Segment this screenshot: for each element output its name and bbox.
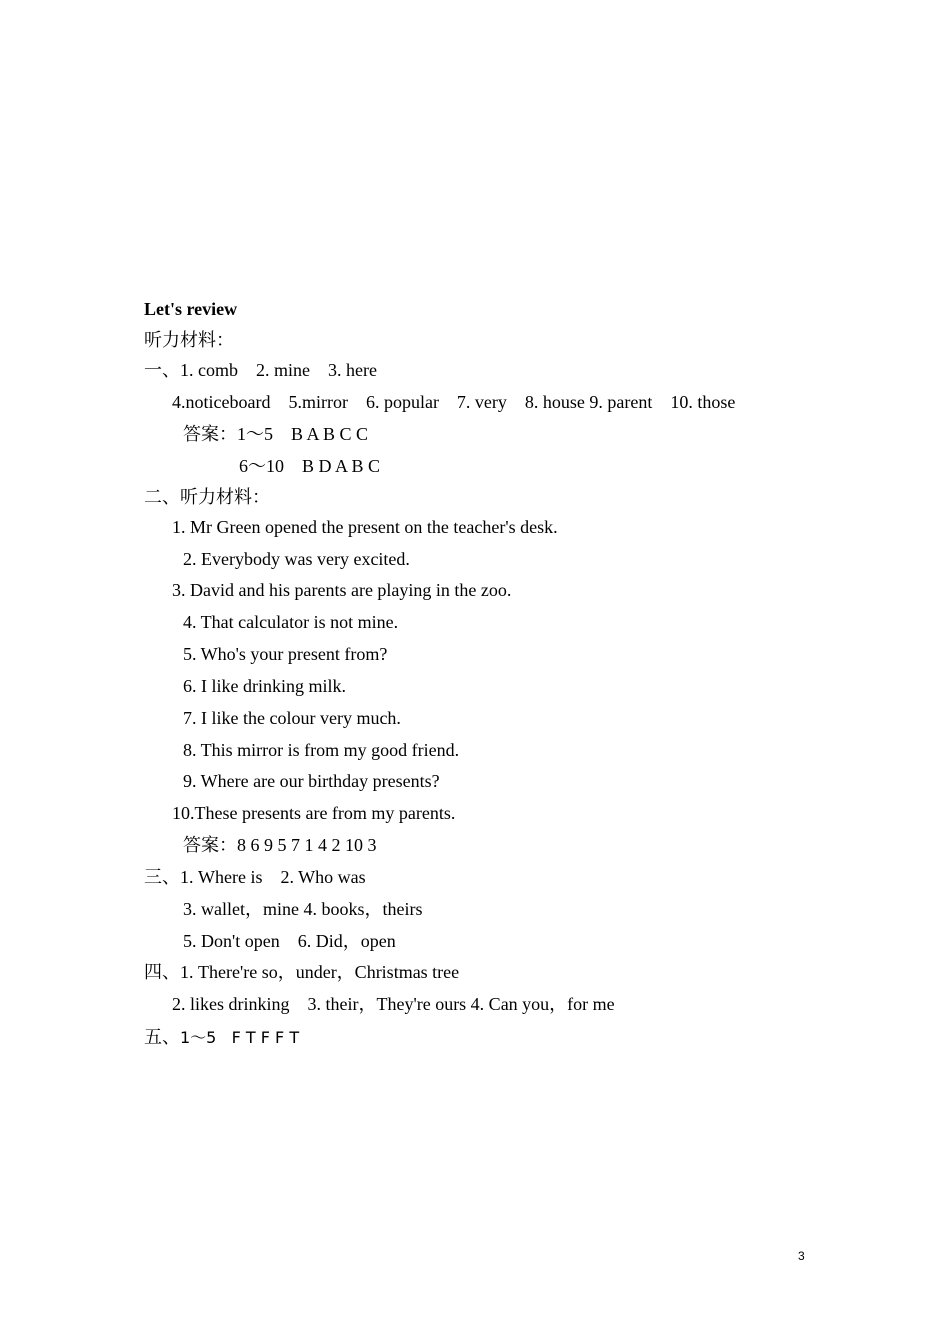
section-2-item: 2. Everybody was very excited. — [183, 549, 410, 569]
page-number: 3 — [798, 1249, 805, 1263]
section-2-item: 10.These presents are from my parents. — [172, 803, 456, 823]
section-5-prefix: 五、 — [144, 1027, 180, 1047]
section-2-item: 9. Where are our birthday presents? — [183, 771, 440, 791]
section-2-item: 8. This mirror is from my good friend. — [183, 740, 460, 760]
section-5-answer: 1～5 F T F F T — [180, 1028, 300, 1047]
section-4-line-1: 四、1. There're so，under，Christmas tree — [144, 962, 460, 982]
section-2-answer: 答案：8 6 9 5 7 1 4 2 10 3 — [183, 835, 377, 855]
section-2-item: 1. Mr Green opened the present on the teacher's desk. — [172, 517, 558, 537]
section-3-line-1: 三、1. Where is 2. Who was — [144, 867, 366, 887]
section-2-item: 4. That calculator is not mine. — [183, 612, 399, 632]
section-2-item: 7. I like the colour very much. — [183, 708, 401, 728]
section-2-item: 6. I like drinking milk. — [183, 676, 346, 696]
section-title: Let's review — [144, 299, 238, 319]
section-2-item: 5. Who's your present from? — [183, 644, 388, 664]
section-2-item: 3. David and his parents are playing in the zoo. — [172, 580, 512, 600]
section-2-heading: 二、听力材料： — [144, 487, 270, 507]
section-3-line-2: 3. wallet，mine 4. books，theirs — [183, 899, 423, 919]
section-3-line-3: 5. Don't open 6. Did，open — [183, 931, 396, 951]
section-1-line-2: 4.noticeboard 5.mirror 6. popular 7. very 8. house 9. parent 10. those — [172, 392, 736, 412]
section-1-line-1: 一、1. comb 2. mine 3. here — [144, 360, 377, 380]
listening-material-label: 听力材料： — [144, 330, 234, 350]
section-4-line-2: 2. likes drinking 3. their，They're ours 4. Can you，for me — [172, 994, 615, 1014]
section-1-answer-1: 答案：1～5 B A B C C — [183, 424, 369, 444]
section-1-answer-2: 6～10 B D A B C — [239, 456, 381, 476]
section-5-line — [144, 1025, 299, 1050]
